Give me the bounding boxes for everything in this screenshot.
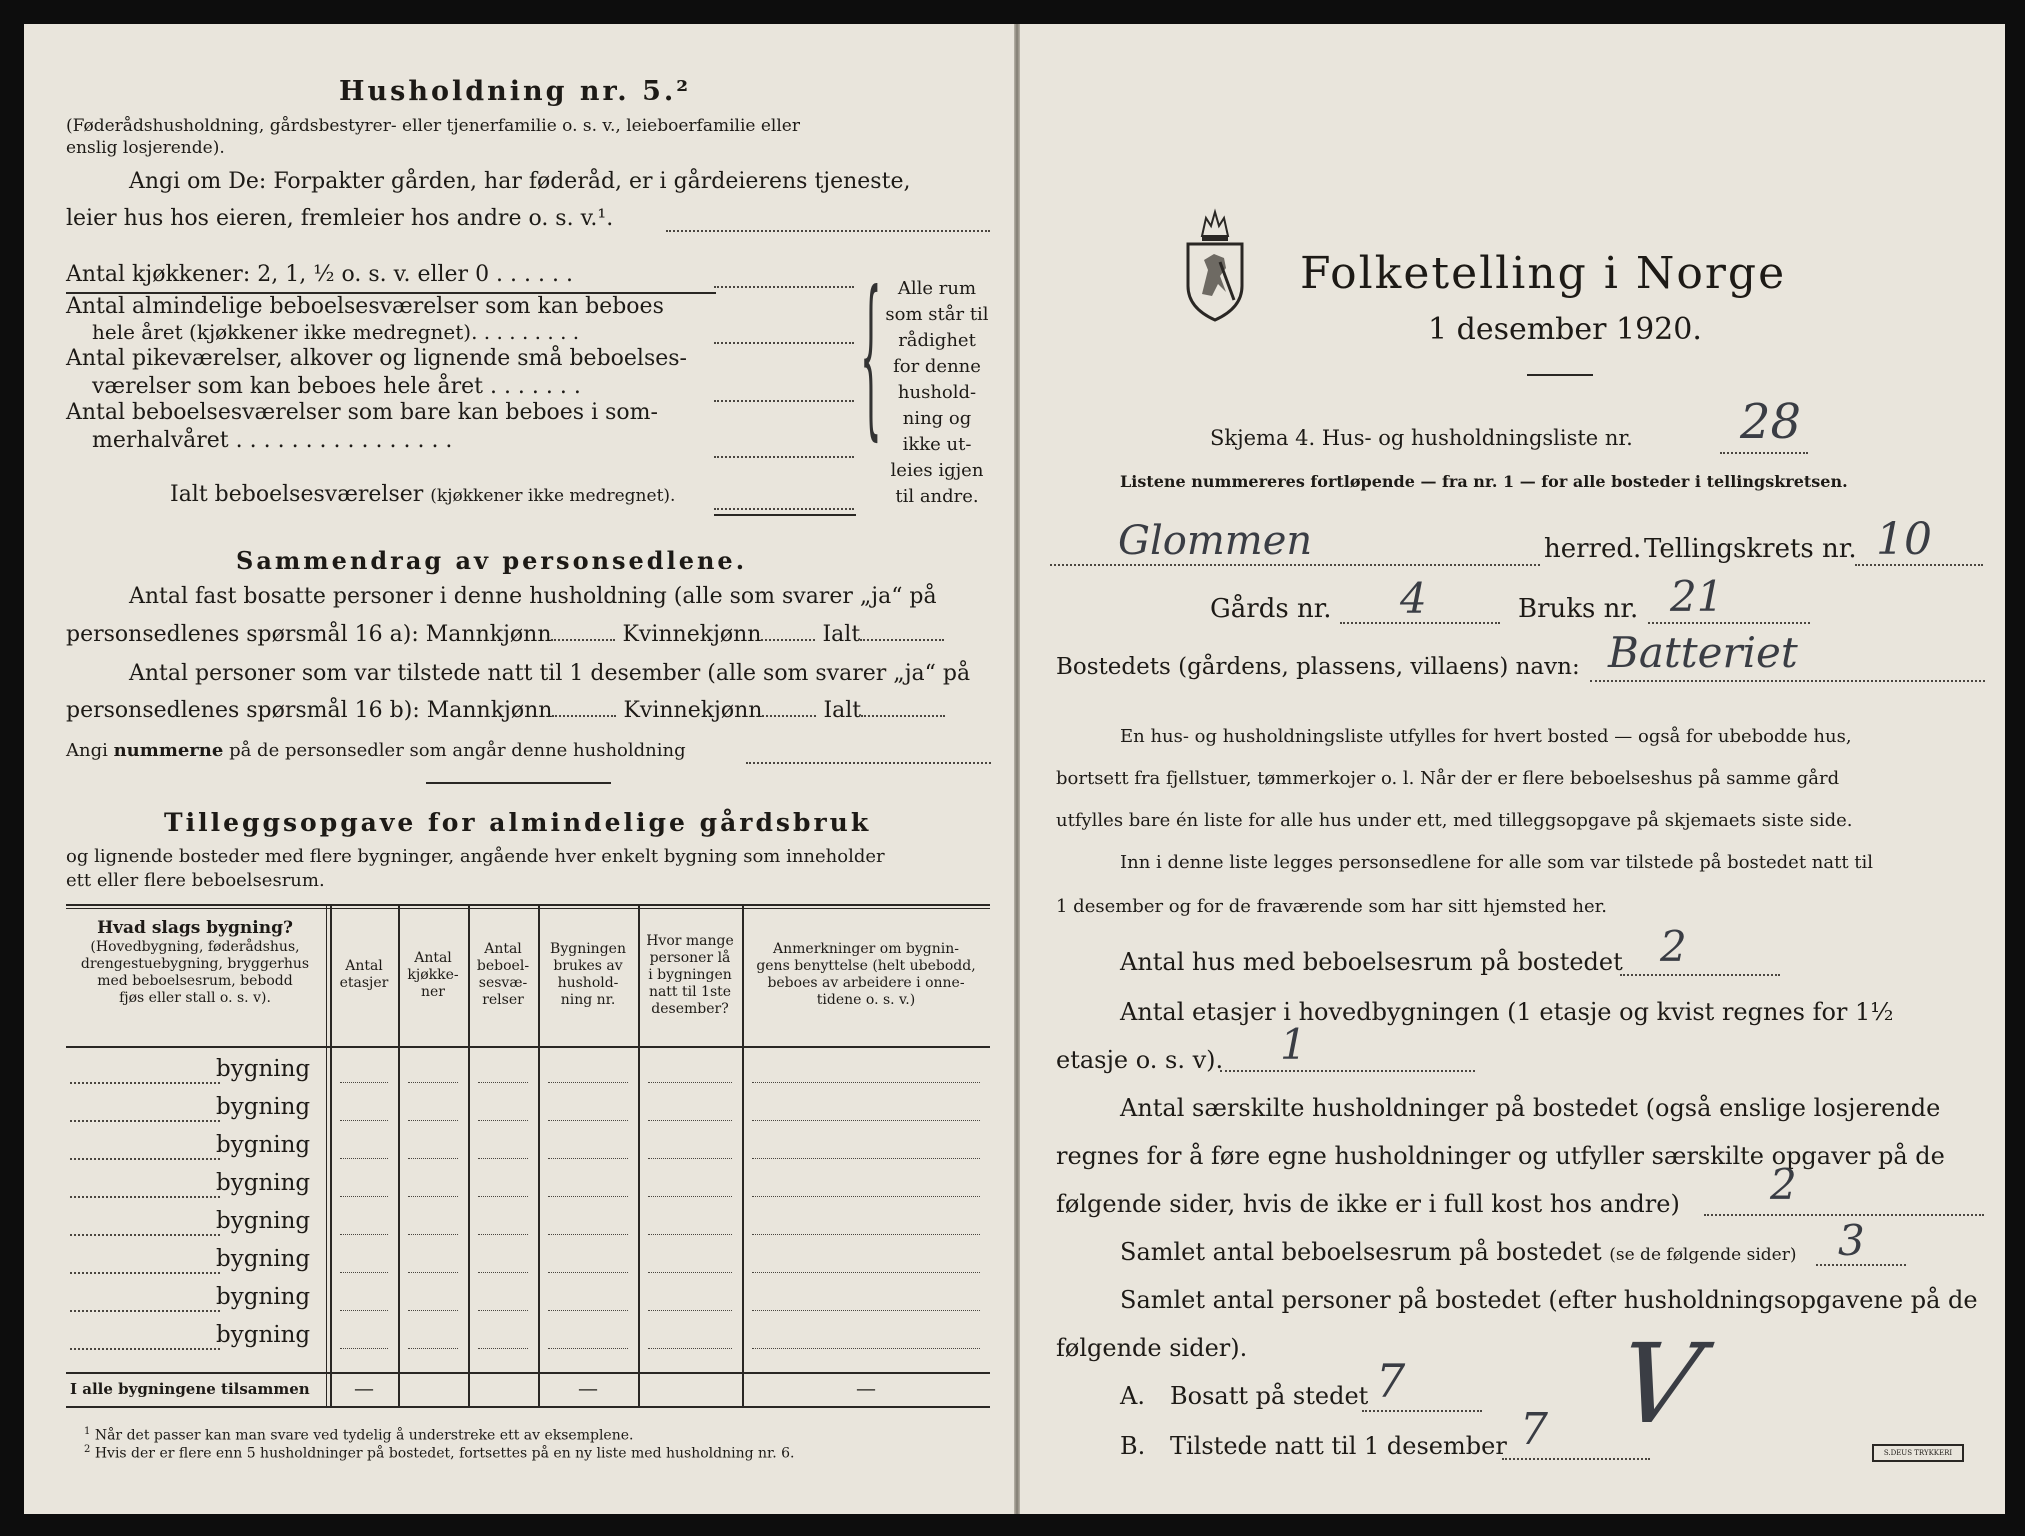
saer-value: 2 [1770, 1160, 1797, 1209]
left-page [24, 24, 1014, 1514]
table-row-label: bygning [216, 1208, 311, 1234]
skjema-value: 28 [1740, 394, 1802, 450]
samlet-rum [1120, 1238, 1796, 1266]
nummerne-line-fill [746, 762, 991, 764]
pike-line [714, 400, 854, 402]
tellingskrets-value: 10 [1876, 514, 1932, 565]
kjokkener-label: Antal kjøkkener: 2, 1, ½ o. s. v. eller 0 . . . . . . [66, 262, 573, 287]
household-subtitle: (Føderådshusholdning, gårdsbestyrer- eller tjenerfamilie o. s. v., leieboerfamilie eller [66, 116, 800, 136]
header-personer-line: Hvor mange [646, 932, 734, 949]
bosted-value: Batteriet [1608, 628, 1798, 677]
table-cell-line [408, 1348, 458, 1349]
table-top-rule-2 [66, 908, 990, 909]
etasjer-label-2: etasje o. s. v). [1056, 1046, 1224, 1074]
header-personer-line: i bygningen [648, 966, 732, 983]
header-building-sub: med beboelsesrum, bebodd [97, 973, 293, 989]
side-note-line: hushold- [897, 382, 977, 403]
instr-2: bortsett fra fjellstuer, tømmerkojer o. l. Når der er flere beboelseshus på samme gård [1056, 768, 1840, 789]
header-building-sub: (Hovedbygning, føderådshus, [90, 939, 300, 955]
instr-1: En hus- og husholdningsliste utfylles for hvert bosted — også for ubebodde hus, [1120, 726, 1852, 747]
header-husholdning [538, 941, 638, 1009]
fast-kvinne: Kvinnekjønn [622, 622, 762, 647]
ialt-note: (kjøkkener ikke medregnet). [430, 486, 676, 506]
hus-line [1620, 974, 1780, 976]
table-cell-line [478, 1234, 528, 1235]
header-vaerelser-line: Antal [484, 941, 522, 957]
table-cell-line [648, 1082, 732, 1083]
header-anmerkninger-line: beboes av arbeidere i onne- [767, 975, 965, 991]
header-building-sub: fjøs eller stall o. s. v). [119, 990, 271, 1006]
herred-line [1050, 564, 1540, 566]
right-page [1020, 24, 2005, 1514]
bosted-label: Bostedets (gårdens, plassens, villaens) navn: [1056, 654, 1580, 680]
table-cell-line [548, 1082, 628, 1083]
side-note-line: som står til [885, 304, 989, 325]
tilst-ialt: Ialt [823, 698, 862, 723]
table-total-dash: — [856, 1376, 876, 1400]
a-label: A. [1120, 1382, 1145, 1410]
table-row-label: bygning [216, 1132, 311, 1158]
nummerne-bold: nummerne [113, 740, 224, 761]
table-cell-line [648, 1310, 732, 1311]
tilst-line-2 [66, 698, 945, 723]
table-row-label: bygning [216, 1170, 311, 1196]
nummerne-pre: Angi [66, 740, 114, 761]
instr-5: 1 desember og for de fraværende som har sitt hjemsted her. [1056, 896, 1607, 917]
tillegg-line-1: og lignende bosteder med flere bygninger, angående hver enkelt bygning som inneholder [66, 846, 885, 867]
bruks-line [1648, 622, 1810, 624]
table-cell-line [478, 1120, 528, 1121]
table-cell-line [752, 1196, 980, 1197]
instr-3: utfylles bare én liste for alle hus under ett, med tilleggsopgave på skjemaets siste side. [1056, 810, 1853, 831]
header-vaerelser [468, 941, 538, 1009]
header-husholdning-line: hushold- [557, 975, 619, 991]
tillegg-line-2: ett eller flere beboelsesrum. [66, 870, 325, 891]
table-cell-line [548, 1158, 628, 1159]
header-husholdning-line: brukes av [553, 958, 623, 974]
table-head-rule [66, 1046, 990, 1048]
table-cell-line [548, 1348, 628, 1349]
header-building-title: Hvad slags bygning? [97, 918, 293, 938]
angi-line-2: leier hus hos eieren, fremleier hos andre o. s. v.¹. [66, 206, 614, 231]
header-husholdning-line: ning nr. [560, 992, 616, 1008]
title-rule [1527, 374, 1593, 376]
table-cell-line [752, 1120, 980, 1121]
footnote-1: $^1$ Når det passer kan man svare ved tydelig å understreke ett av eksemplene. [84, 1426, 634, 1444]
check-mark: V [1611, 1320, 1709, 1448]
header-etasjer [330, 958, 398, 992]
side-note-line: Alle rum [897, 278, 977, 299]
table-cell-line [752, 1272, 980, 1273]
table-row-label: bygning [216, 1056, 311, 1082]
table-cell-line [648, 1272, 732, 1273]
side-note [882, 276, 992, 510]
header-etasjer-line: Antal [345, 958, 383, 974]
table-row-fill [70, 1272, 220, 1274]
table-cell-line [548, 1234, 628, 1235]
table-cell-line [478, 1348, 528, 1349]
header-building-type [66, 920, 324, 1007]
table-cell-line [548, 1196, 628, 1197]
table-cell-line [478, 1272, 528, 1273]
table-total-rule [66, 1372, 990, 1374]
fast-ialt: Ialt [822, 622, 861, 647]
table-cell-line [752, 1082, 980, 1083]
kjokkener-line [714, 286, 854, 288]
table-cell-line [752, 1158, 980, 1159]
section-divider [426, 782, 611, 784]
listene-note: Listene nummereres fortløpende — fra nr. 1 — for alle bosteder i tellingskretsen. [1120, 472, 1848, 491]
saer-label-3: følgende sider, hvis de ikke er i full kost hos andre) [1056, 1190, 1680, 1218]
census-title: Folketelling i Norge [1300, 248, 1787, 299]
saer-label-1: Antal særskilte husholdninger på bostedet (også enslige losjerende [1120, 1094, 1941, 1122]
table-cell-line [478, 1310, 528, 1311]
footnote-1-text: Når det passer kan man svare ved tydelig å understreke ett av eksemplene. [94, 1427, 634, 1444]
angi-fill-line [666, 230, 990, 232]
alm-label-1: Antal almindelige beboelsesværelser som kan beboes [66, 294, 664, 319]
side-note-line: leies igjen [890, 460, 984, 481]
table-cell-line [408, 1082, 458, 1083]
printer-stamp: S.DEUS TRYKKERI [1872, 1444, 1964, 1462]
etasjer-value: 1 [1280, 1020, 1307, 1069]
samlet-rum-line [1816, 1264, 1906, 1266]
table-cell-line [408, 1196, 458, 1197]
table-cell-line [340, 1120, 388, 1121]
gards-line [1340, 622, 1500, 624]
ialt-line [714, 508, 854, 510]
sommer-label-1: Antal beboelsesværelser som bare kan beboes i som- [66, 400, 658, 425]
sommer-label-2: merhalvåret . . . . . . . . . . . . . . . . [92, 428, 453, 453]
a-text: Bosatt på stedet [1170, 1382, 1369, 1410]
table-total-dash: — [354, 1376, 374, 1400]
tellingskrets-label: Tellingskrets nr. [1644, 534, 1857, 564]
side-note-line: rådighet [898, 330, 976, 351]
coat-of-arms-icon [1180, 204, 1250, 324]
table-row-fill [70, 1158, 220, 1160]
tilst-line-1: Antal personer som var tilstede natt til 1 desember (alle som svarer „ja“ på [129, 661, 971, 686]
table-cell-line [548, 1310, 628, 1311]
bosted-line [1590, 680, 1985, 682]
table-cell-line [478, 1158, 528, 1159]
table-cell-line [752, 1348, 980, 1349]
b-value: 7 [1520, 1404, 1548, 1455]
header-anmerkninger-line: tidene o. s. v.) [816, 992, 916, 1008]
header-kjokkener [398, 950, 468, 1001]
table-cell-line [548, 1120, 628, 1121]
table-row-fill [70, 1348, 220, 1350]
b-text: Tilstede natt til 1 desember [1170, 1432, 1507, 1460]
angi-line-1: Angi om De: Forpakter gården, har føderåd, er i gårdeierens tjeneste, [129, 169, 911, 194]
table-cell-line [752, 1310, 980, 1311]
side-note-line: for denne [893, 356, 981, 377]
table-cell-line [648, 1234, 732, 1235]
table-cell-line [340, 1234, 388, 1235]
table-cell-line [478, 1196, 528, 1197]
pike-label-1: Antal pikeværelser, alkover og lignende små beboelses- [66, 346, 687, 371]
samlet-rum-label: Samlet antal beboelsesrum på bostedet [1120, 1238, 1602, 1266]
table-cell-line [408, 1234, 458, 1235]
table-bottom-rule [66, 1406, 990, 1408]
table-cell-line [340, 1082, 388, 1083]
side-note-line: ning og [902, 408, 972, 429]
table-cell-line [648, 1120, 732, 1121]
alm-label-2: hele året (kjøkkener ikke medregnet). . . . . . . . . [92, 320, 580, 344]
header-personer-line: natt til 1ste [648, 983, 732, 1000]
bruks-label: Bruks nr. [1518, 594, 1639, 624]
table-row-label: bygning [216, 1284, 311, 1310]
a-line [1362, 1410, 1482, 1412]
samlet-pers-1: Samlet antal personer på bostedet (efter husholdningsopgavene på de [1120, 1286, 1978, 1314]
header-etasjer-line: etasjer [339, 975, 389, 991]
table-total-dash: — [578, 1376, 598, 1400]
b-label: B. [1120, 1432, 1146, 1460]
header-kjokkener-line: ner [421, 983, 445, 1000]
table-cell-line [340, 1196, 388, 1197]
census-date: 1 desember 1920. [1428, 312, 1702, 347]
table-row-fill [70, 1234, 220, 1236]
table-row-label: bygning [216, 1246, 311, 1272]
household-subtitle-2: enslig losjerende). [66, 138, 225, 158]
herred-label: herred. [1544, 534, 1642, 564]
footnote-2-text: Hvis der er flere enn 5 husholdninger på bostedet, fortsettes på en ny liste med husholdning nr. 6. [94, 1445, 795, 1462]
household-title: Husholdning nr. 5.² [339, 76, 692, 107]
table-cell-line [648, 1158, 732, 1159]
fast-line-1: Antal fast bosatte personer i denne husholdning (alle som svarer „ja“ på [129, 584, 937, 609]
gards-value: 4 [1400, 574, 1427, 623]
header-anmerkninger-line: gens benyttelse (helt ubebodd, [756, 958, 976, 974]
table-cell-line [408, 1120, 458, 1121]
table-cell-line [408, 1310, 458, 1311]
b-line [1502, 1458, 1650, 1460]
bruks-value: 21 [1670, 572, 1724, 621]
header-anmerkninger-line: Anmerkninger om bygnin- [773, 941, 959, 957]
header-vaerelser-line: sesvæ- [478, 975, 528, 991]
nummerne-post: på de personsedler som angår denne husholdning [223, 740, 686, 761]
summary-title: Sammendrag av personsedlene. [236, 546, 748, 575]
tilst-kvinne: Kvinnekjønn [623, 698, 763, 723]
gards-label: Gårds nr. [1210, 594, 1332, 624]
skjema-line [1720, 452, 1808, 454]
table-top-rule [66, 904, 990, 906]
header-kjokkener-line: kjøkke- [407, 966, 459, 983]
header-personer-line: desember? [651, 1000, 729, 1017]
fast-line-2 [66, 622, 944, 647]
hus-value: 2 [1660, 922, 1687, 971]
header-husholdning-line: Bygningen [550, 941, 626, 957]
etasjer-label-1: Antal etasjer i hovedbygningen (1 etasje og kvist regnes for 1½ [1120, 998, 1894, 1026]
header-anmerkninger [742, 941, 990, 1009]
table-cell-line [340, 1158, 388, 1159]
brace: { [860, 256, 882, 461]
herred-value: Glommen [1118, 518, 1313, 564]
table-cell-line [408, 1158, 458, 1159]
footnote-2: $^2$ Hvis der er flere enn 5 husholdninger på bostedet, fortsettes på en ny liste med husholdning nr. 6. [84, 1444, 795, 1462]
table-cell-line [340, 1310, 388, 1311]
etasjer-line [1220, 1070, 1475, 1072]
tilst-mann: personsedlenes spørsmål 16 b): Mannkjønn [66, 698, 553, 723]
header-vaerelser-line: relser [482, 992, 524, 1008]
samlet-rum-value: 3 [1838, 1216, 1865, 1265]
header-building-sub: drengestuebygning, bryggerhus [80, 956, 310, 972]
hus-label: Antal hus med beboelsesrum på bostedet [1120, 948, 1623, 976]
side-note-line: til andre. [895, 486, 979, 507]
table-cell-line [548, 1272, 628, 1273]
table-cell-line [648, 1196, 732, 1197]
tellingskrets-line [1855, 564, 1983, 566]
table-cell-line [340, 1348, 388, 1349]
table-row-fill [70, 1082, 220, 1084]
ialt-text: Ialt beboelsesværelser [170, 482, 424, 507]
fast-mann: personsedlenes spørsmål 16 a): Mannkjønn [66, 622, 552, 647]
nummerne-line [66, 740, 686, 761]
table-row-label: bygning [216, 1094, 311, 1120]
table-cell-line [408, 1272, 458, 1273]
header-personer [638, 933, 742, 1018]
table-total-label: I alle bygningene tilsammen [70, 1380, 310, 1398]
side-note-line: ikke ut- [902, 434, 972, 455]
table-row-label: bygning [216, 1322, 311, 1348]
table-row-fill [70, 1120, 220, 1122]
samlet-pers-2: følgende sider). [1056, 1334, 1248, 1362]
skjema-label: Skjema 4. Hus- og husholdningsliste nr. [1210, 426, 1633, 450]
saer-label-2: regnes for å føre egne husholdninger og utfyller særskilte opgaver på de [1056, 1142, 1945, 1170]
ialt-underline [714, 514, 856, 516]
tillegg-title: Tilleggsopgave for almindelige gårdsbruk [164, 808, 872, 837]
header-vaerelser-line: beboel- [476, 958, 530, 974]
alm-line [714, 342, 854, 344]
samlet-rum-note: (se de følgende sider) [1609, 1245, 1797, 1265]
table-cell-line [752, 1234, 980, 1235]
table-col-divider-double [326, 904, 327, 1406]
sommer-line [714, 456, 854, 458]
header-personer-line: personer lå [649, 949, 731, 966]
table-cell-line [340, 1272, 388, 1273]
table-cell-line [478, 1082, 528, 1083]
table-row-fill [70, 1196, 220, 1198]
a-value: 7 [1376, 1354, 1406, 1408]
table-row-fill [70, 1310, 220, 1312]
header-kjokkener-line: Antal [414, 949, 452, 966]
pike-label-2: værelser som kan beboes hele året . . . . . . . [92, 374, 581, 399]
table-cell-line [648, 1348, 732, 1349]
ialt-label [170, 482, 675, 507]
instr-4: Inn i denne liste legges personsedlene for alle som var tilstede på bostedet natt til [1120, 852, 1874, 873]
